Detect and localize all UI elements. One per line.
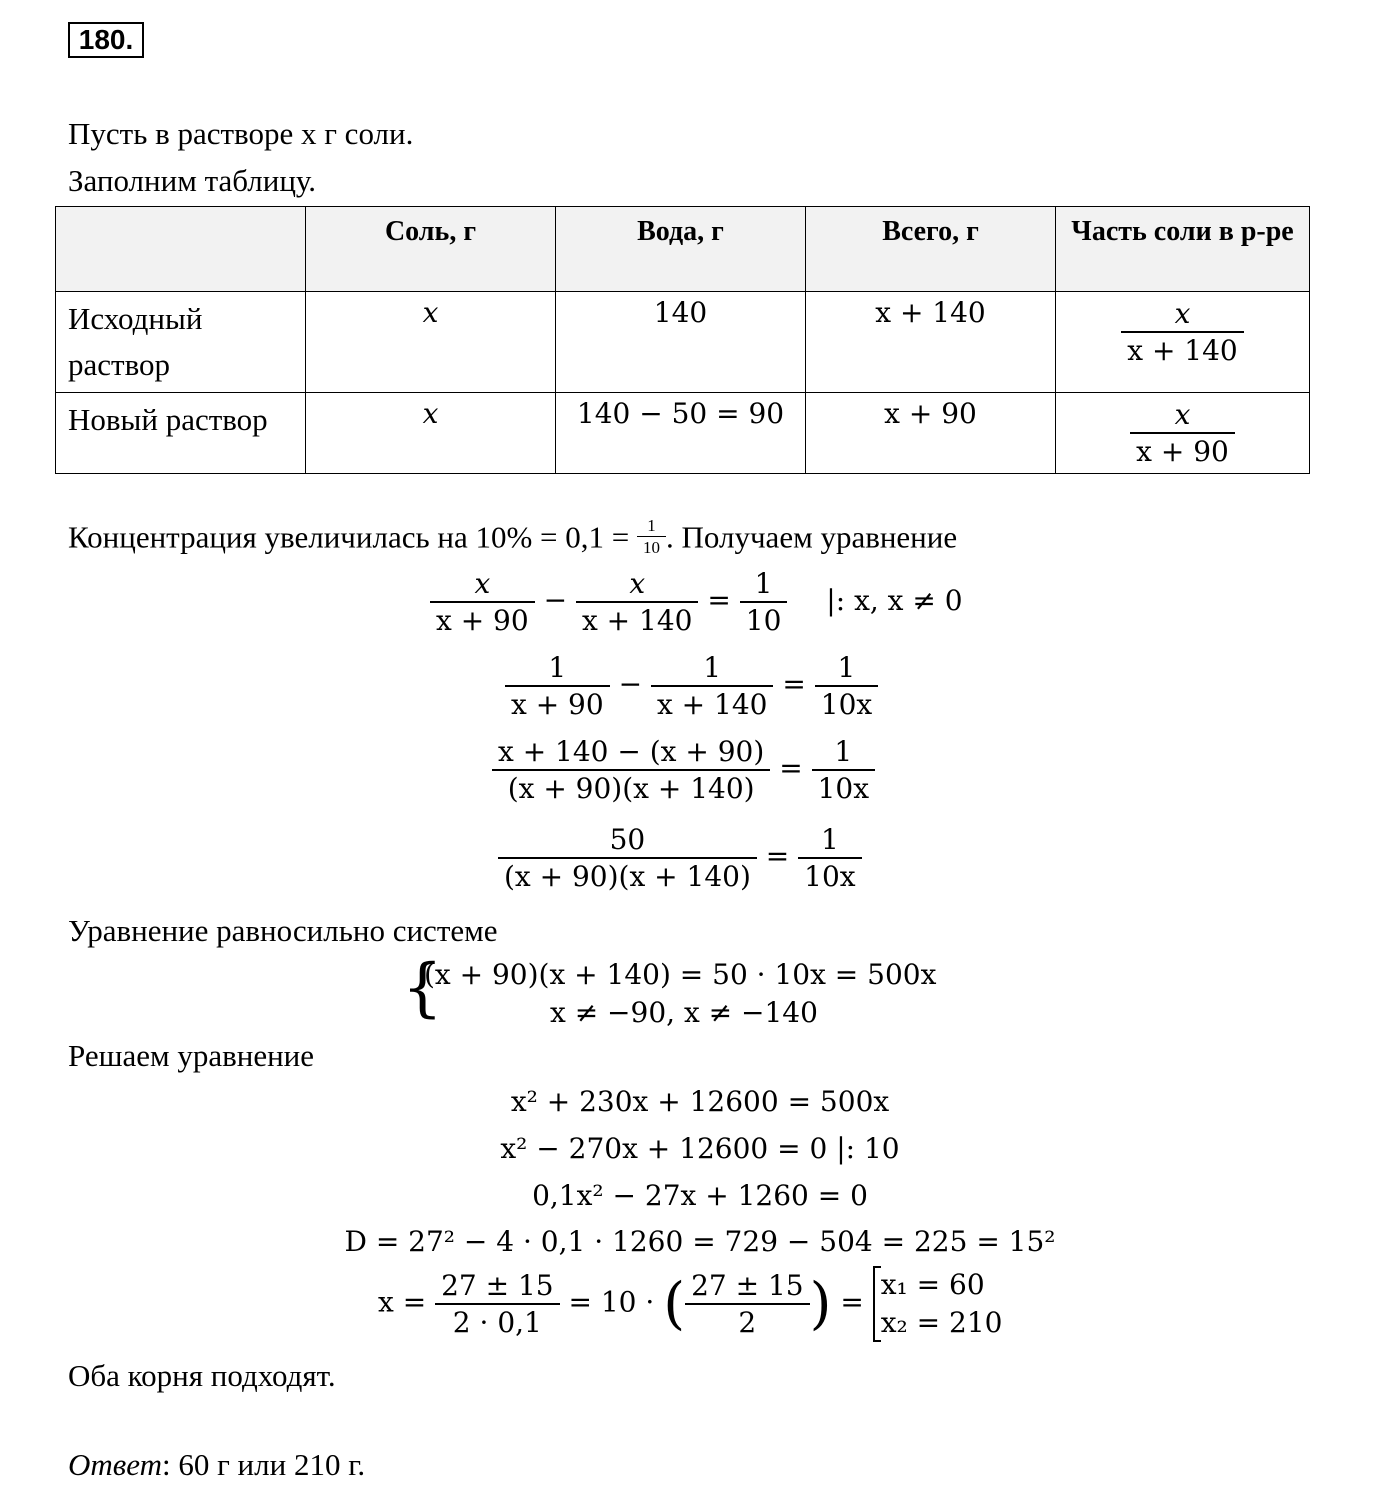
problem-number: 180. <box>68 22 144 58</box>
row-label: Исходный раствор <box>56 292 306 393</box>
roots-mid: = 10 · <box>568 1285 664 1319</box>
fraction-denominator: x + 90 <box>1136 435 1229 468</box>
part-cell <box>1056 393 1310 474</box>
brace-symbol: { <box>402 951 443 1025</box>
table-row <box>56 292 1310 393</box>
fraction-denominator: x + 140 <box>656 688 768 721</box>
roots-bracket <box>873 1266 1003 1342</box>
fraction <box>430 566 535 638</box>
fraction-denominator: 10x <box>817 772 869 805</box>
fraction <box>576 566 699 638</box>
intro-line-2: Заполним таблицу. <box>68 163 317 198</box>
header-cell: Часть соли в р-ре <box>1056 207 1310 292</box>
quadratic-line-3: 0,1x² − 27x + 1260 = 0 <box>532 1179 868 1212</box>
both-roots-fit: Оба корня подходят. <box>68 1358 336 1393</box>
fraction <box>815 650 878 722</box>
fraction-denominator: 10 <box>643 538 661 558</box>
fraction-numerator: x <box>576 566 699 603</box>
fraction <box>685 1268 810 1340</box>
quadratic-line-1: x² + 230x + 12600 = 500x <box>510 1085 890 1118</box>
water-cell: 140 <box>556 292 806 393</box>
fraction-denominator: 2 <box>738 1305 757 1339</box>
fraction-numerator: 50 <box>498 822 757 859</box>
solution-table <box>55 206 1310 474</box>
discriminant-line: D = 27² − 4 · 0,1 · 1260 = 729 − 504 = 225 = 15² <box>344 1225 1056 1258</box>
fraction-numerator: 1 <box>637 515 666 537</box>
concentration-text-end: . Получаем уравнение <box>666 519 958 555</box>
fraction-numerator: 1 <box>798 822 861 859</box>
salt-cell: x <box>306 393 556 474</box>
header-cell: Соль, г <box>306 207 556 292</box>
header-cell: Вода, г <box>556 207 806 292</box>
fraction-denominator: x + 90 <box>436 604 529 637</box>
fraction-denominator: 10 <box>745 604 782 637</box>
part-fraction <box>1121 296 1244 368</box>
roots-prefix: x = <box>378 1285 436 1319</box>
fraction <box>798 822 861 894</box>
part-fraction <box>1130 397 1235 469</box>
fraction-numerator: 27 ± 15 <box>435 1268 560 1305</box>
root-2: x₂ = 210 <box>880 1305 1003 1339</box>
equation-2: $\frac{1}{x + 90}$ − $\frac{1}{x + 140}$ = $\frac{1}{10x}$ <box>505 650 878 722</box>
intro-line-1: Пусть в растворе x г соли. <box>68 116 414 151</box>
fraction-denominator: x + 140 <box>581 604 693 637</box>
fraction-numerator: 1 <box>815 650 878 687</box>
fraction-numerator: 1 <box>740 566 788 603</box>
table-row <box>56 393 1310 474</box>
fraction <box>492 734 770 806</box>
system-intro: Уравнение равносильно системе <box>68 913 498 948</box>
quadratic-line-2: x² − 270x + 12600 = 0 |: 10 <box>500 1132 900 1165</box>
fraction-numerator: 1 <box>812 734 875 771</box>
root-1: x₁ = 60 <box>880 1268 985 1301</box>
fraction-numerator: x <box>1121 296 1244 333</box>
roots-line: x = $\frac{27 \pm 15}{2 \cdot 0,1}$ = 10 · ( $\frac{27 \pm 15}{2}$ ) = x₁ = 60 x₂ = 210 <box>378 1266 1002 1342</box>
header-cell: Всего, г <box>806 207 1056 292</box>
equation-system <box>402 952 962 1032</box>
total-cell: x + 140 <box>806 292 1056 393</box>
fraction-numerator: x <box>430 566 535 603</box>
system-line-2: x ≠ −90, x ≠ −140 <box>550 996 818 1029</box>
fraction-denominator: 2 · 0,1 <box>452 1305 542 1339</box>
fraction <box>505 650 610 722</box>
answer-label: Ответ <box>68 1447 162 1482</box>
row-label: Новый раствор <box>56 393 306 474</box>
fraction-denominator: 10x <box>820 688 873 721</box>
salt-cell: x <box>306 292 556 393</box>
table-header-row <box>56 207 1310 292</box>
fraction <box>435 1268 560 1340</box>
fraction-numerator: x <box>1130 397 1235 434</box>
concentration-text: Концентрация увеличилась на 10% = 0,1 = <box>68 519 638 555</box>
solve-intro: Решаем уравнение <box>68 1038 315 1073</box>
fraction-numerator: 1 <box>505 650 610 687</box>
answer-line <box>68 1449 365 1480</box>
equation-3: $\frac{x + 140 - (x + 90)}{(x + 90)(x + 140)}$ = $\frac{1}{10x}$ <box>492 734 875 806</box>
fraction-denominator: 10x <box>804 860 856 893</box>
fraction <box>498 822 757 894</box>
equation-4: $\frac{50}{(x + 90)(x + 140)}$ = $\frac{1}{10x}$ <box>498 822 862 894</box>
fraction-numerator: 1 <box>651 650 774 687</box>
equation-note: |: x, x ≠ 0 <box>826 583 963 617</box>
part-cell <box>1056 292 1310 393</box>
total-cell: x + 90 <box>806 393 1056 474</box>
equation-1: $\frac{x}{x + 90}$ − $\frac{x}{x + 140}$ = $\frac{1}{10}$ |: x, x ≠ 0 <box>430 566 963 638</box>
fraction <box>651 650 774 722</box>
fraction-denominator: x + 140 <box>1127 334 1238 367</box>
fraction-denominator: x + 90 <box>511 688 604 721</box>
answer-text: : 60 г или 210 г. <box>161 1447 366 1482</box>
fraction-numerator: x + 140 − (x + 90) <box>492 734 770 771</box>
concentration-line <box>68 515 957 559</box>
fraction-numerator: 27 ± 15 <box>685 1268 810 1305</box>
fraction <box>740 566 788 638</box>
fraction <box>812 734 875 806</box>
fraction-denominator: (x + 90)(x + 140) <box>507 772 755 805</box>
water-cell: 140 − 50 = 90 <box>556 393 806 474</box>
system-line-1: (x + 90)(x + 140) = 50 · 10x = 500x <box>424 958 937 991</box>
header-cell <box>56 207 306 292</box>
concentration-fraction <box>637 515 666 559</box>
fraction-denominator: (x + 90)(x + 140) <box>504 860 751 893</box>
